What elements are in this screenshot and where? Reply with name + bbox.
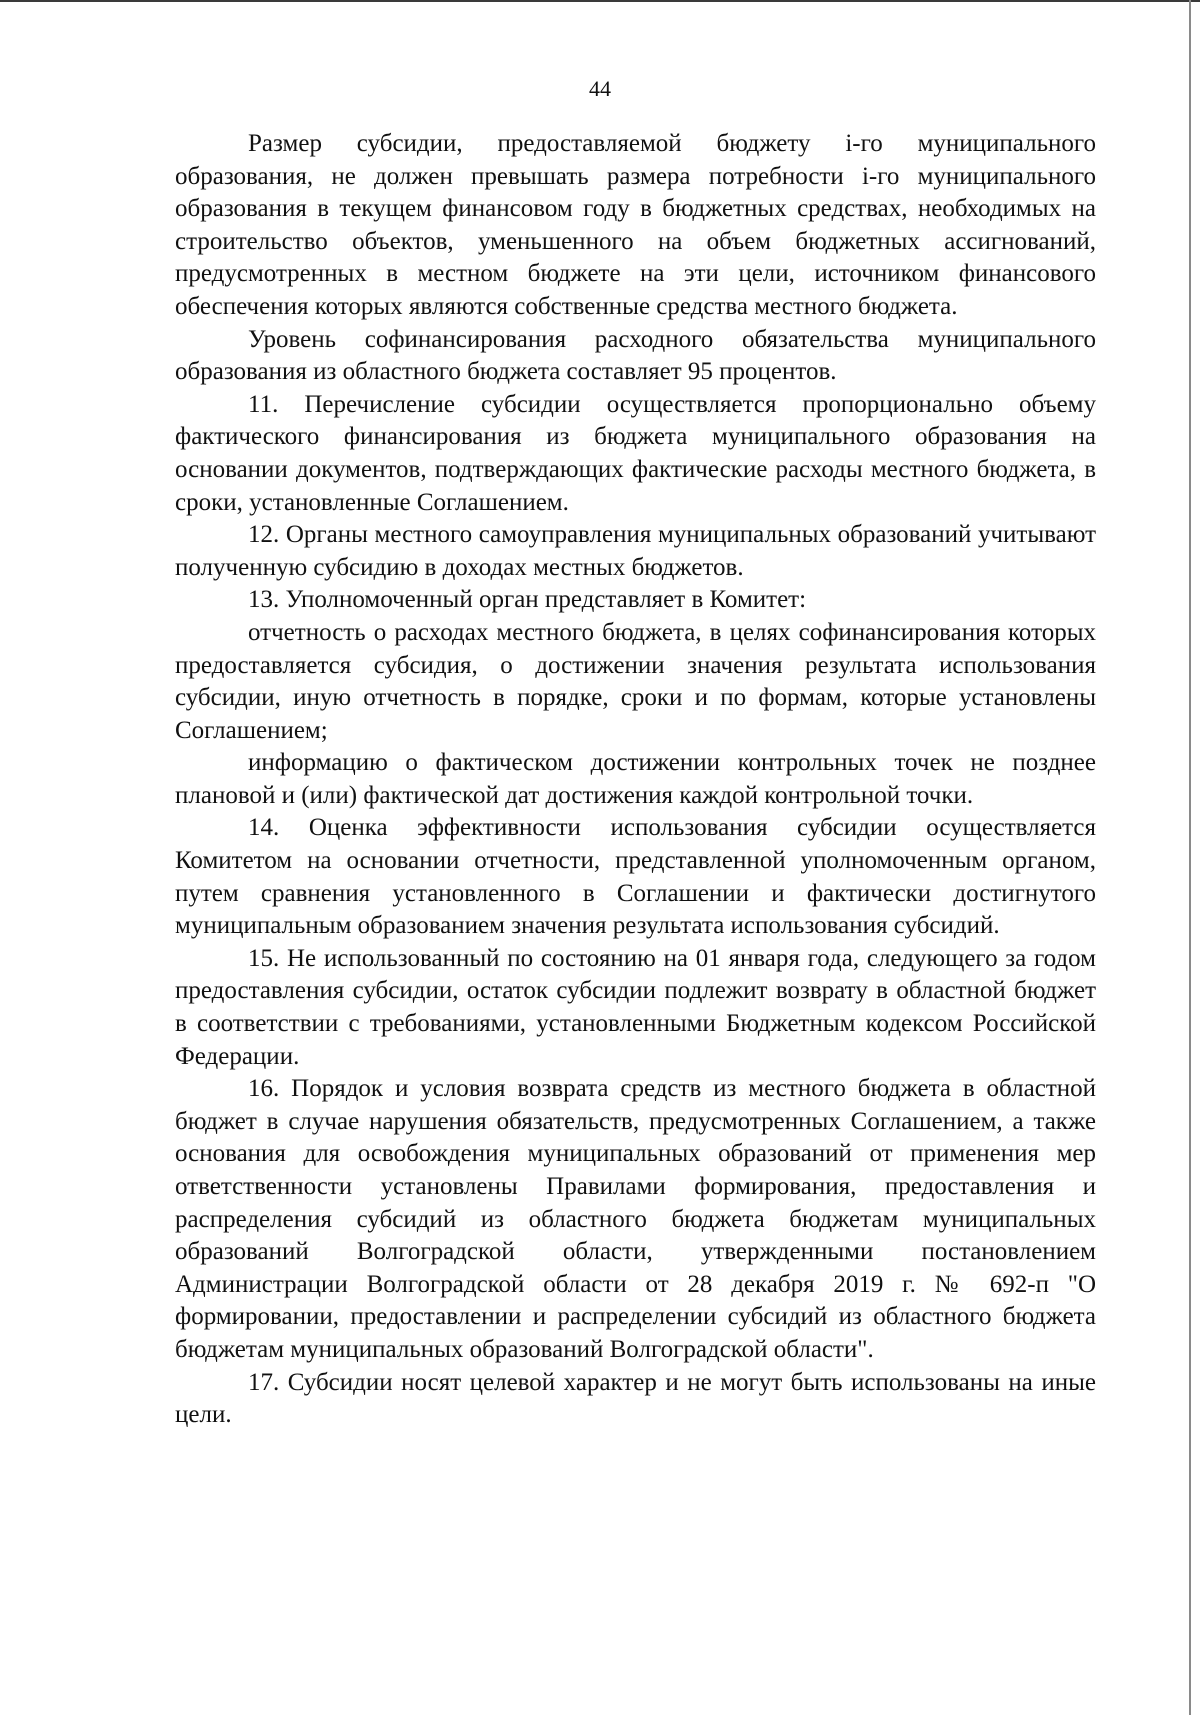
paragraph-15-unused-balance: 15. Не использованный по состоянию на 01 января года, следующего за годом предоставления субсидии, остаток субсидии подлежит возврату в областной бюджет в соответствии с требованиями, установленными Бюджетным кодексом Российской Федерации. xyxy=(175,944,1096,1070)
paragraph-13-control-points: информацию о фактическом достижении контрольных точек не позднее плановой и (или) фактической дат достижения каждой контрольной точки. xyxy=(175,749,1096,809)
paragraph-14-efficiency: 14. Оценка эффективности использования субсидии осуществляется Комитетом на основании отчетности, представленной уполномоченным органом, путем сравнения установленного в Соглашении и фактически достигнутого муниципальным образованием значения результата использования субсидий. xyxy=(175,814,1096,940)
paragraph-13-expense-report: отчетность о расходах местного бюджета, в целях софинансирования которых предоставляется субсидия, о достижении значения результата использования субсидии, иную отчетность в порядке, сроки и по формам, которые установлены Соглашением; xyxy=(175,618,1096,744)
paragraph-subsidy-size: Размер субсидии, предоставляемой бюджету i-го муниципального образования, не должен превышать размера потребности i-го муниципального образования в текущем финансовом году в бюджетных средствах, необходимых на строительство объектов, уменьшенного на объем бюджетных ассигнований, предусмотренных в местном бюджете на эти цели, источником финансового обеспечения которых являются собственные средства местного бюджета. xyxy=(175,130,1096,320)
scan-edge-top xyxy=(0,0,1200,2)
paragraph-16-refund-procedure: 16. Порядок и условия возврата средств из местного бюджета в областной бюджет в случае нарушения обязательств, предусмотренных Соглашением, а также основания для освобождения муниципальных образований от применения мер ответственности установлены Правилами формирования, предоставления и распределения субсидий из областного бюджета бюджетам муниципальных образований Волгоградской области, утвержденными постановлением Администрации Волгоградской области от 28 декабря 2019 г. № 692-п "О формировании, предоставлении и распределении субсидий из областного бюджета бюджетам муниципальных образований Волгоградской области". xyxy=(175,1075,1096,1363)
paragraph-17-targeted-use: 17. Субсидии носят целевой характер и не могут быть использованы на иные цели. xyxy=(175,1368,1096,1429)
page-number: 44 xyxy=(589,76,611,101)
paragraph-12-local-authorities: 12. Органы местного самоуправления муниципальных образований учитывают полученную субсидию в доходах местных бюджетов. xyxy=(175,521,1096,581)
document-body xyxy=(175,128,1096,1432)
scan-edge-right xyxy=(1189,0,1191,1715)
paragraph-13-reporting: 13. Уполномоченный орган представляет в Комитет: xyxy=(248,586,807,614)
paragraph-11-transfer: 11. Перечисление субсидии осуществляется пропорционально объему фактического финансирования из бюджета муниципального образования на основании документов, подтверждающих фактические расходы местного бюджета, в сроки, установленные Соглашением. xyxy=(175,390,1096,516)
paragraph-cofinancing-level: Уровень софинансирования расходного обязательства муниципального образования из областного бюджета составляет 95 процентов. xyxy=(175,325,1096,386)
